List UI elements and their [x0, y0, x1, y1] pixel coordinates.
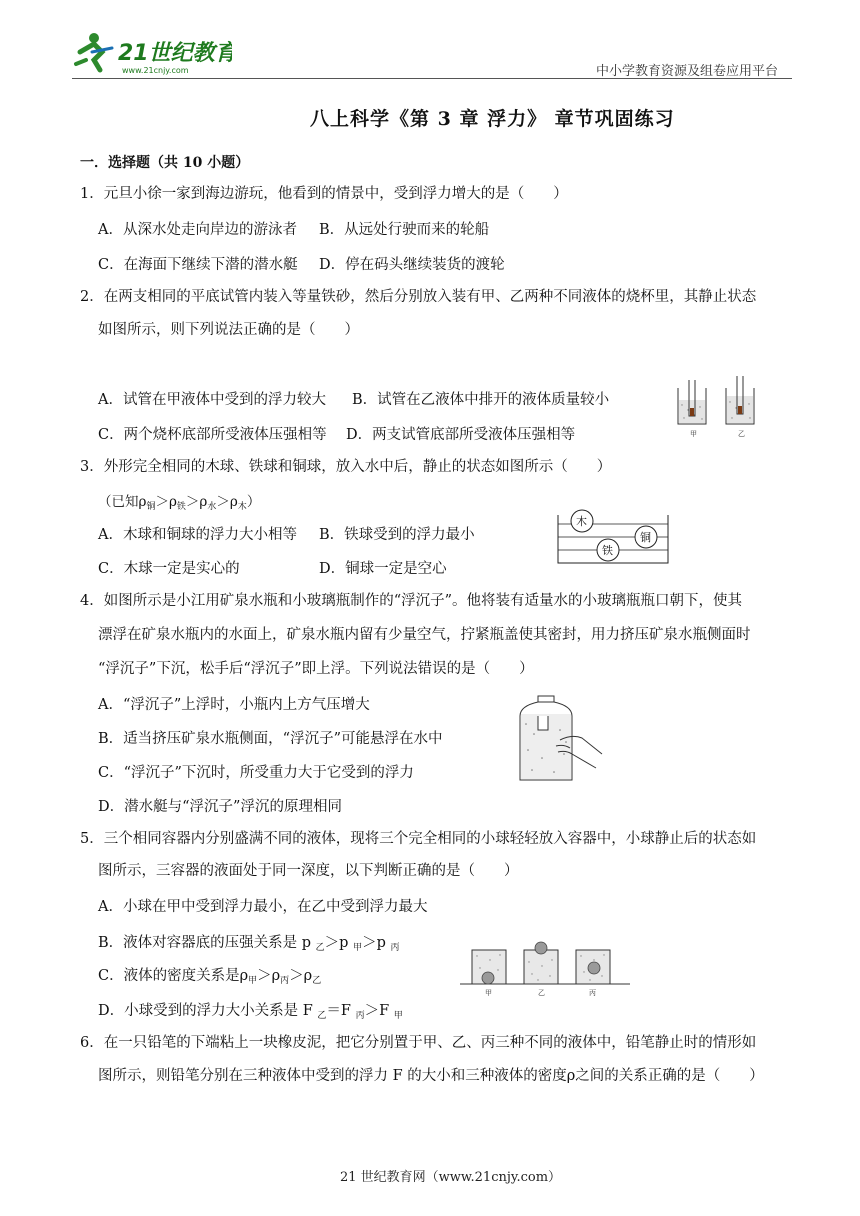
q5-option-c: C．液体的密度关系是$\rho_甲>\rho_丙>\rho_乙$ — [98, 968, 322, 986]
q5-option-d: D．小球受到的浮力大小关系是 F $_乙$＝F $_丙$＞F $_甲$ — [98, 1003, 403, 1021]
svg-text:甲: 甲 — [485, 989, 492, 997]
header-divider — [72, 78, 792, 79]
question-4-stem-line3: “浮沉子”下沉，松手后“浮沉子”即上浮。下列说法错误的是（ ） — [98, 661, 534, 677]
section-heading: 一．选择题（共 10 小题） — [80, 155, 250, 171]
svg-text:21世纪教育: 21世纪教育 — [118, 41, 232, 66]
q5-option-b: B．液体对容器底的压强关系是 p $_乙$＞p $_甲$＞p $_丙$ — [98, 935, 400, 953]
q4-figure-cartesian-diver-bottle — [512, 694, 608, 790]
svg-text:丙: 丙 — [589, 989, 596, 997]
q1-option-a: A．从深水处走向岸边的游泳者 — [98, 222, 297, 238]
q3-option-d: D．铜球一定是空心 — [319, 561, 447, 577]
question-1-stem: 1．元旦小徐一家到海边游玩，他看到的情景中，受到浮力增大的是（ ） — [80, 186, 568, 202]
platform-name: 中小学教育资源及组卷应用平台 — [596, 64, 779, 79]
q1-option-b: B．从远处行驶而来的轮船 — [319, 222, 490, 238]
q2-figure-test-tubes — [672, 374, 762, 444]
q2-option-b: B．试管在乙液体中排开的液体质量较小 — [352, 392, 610, 408]
page-title: 八上科学《第 3 章 浮力》 章节巩固练习 — [310, 108, 675, 130]
question-6-stem-line2: 图所示，则铅笔分别在三种液体中受到的浮力 F 的大小和三种液体的密度ρ之间的关系正确的是（ ） — [98, 1068, 764, 1084]
question-3-stem: 3．外形完全相同的木球、铁球和铜球，放入水中后，静止的状态如图所示（ ） — [80, 459, 612, 475]
question-4-stem-line2: 漂浮在矿泉水瓶内的水面上，矿泉水瓶内留有少量空气，拧紧瓶盖使其密封，用力挤压矿泉水瓶侧面时 — [98, 627, 751, 643]
svg-text:乙: 乙 — [738, 430, 745, 438]
q4-option-b: B．适当挤压矿泉水瓶侧面，“浮沉子”可能悬浮在水中 — [98, 731, 443, 747]
q4-option-a: A．“浮沉子”上浮时，小瓶内上方气压增大 — [98, 697, 370, 713]
svg-text:乙: 乙 — [538, 989, 545, 997]
q2-option-d: D．两支试管底部所受液体压强相等 — [346, 427, 576, 443]
q5-option-a: A．小球在甲中受到浮力最小，在乙中受到浮力最大 — [98, 899, 428, 915]
question-5-stem-line1: 5．三个相同容器内分别盛满不同的液体，现将三个完全相同的小球轻轻放入容器中，小球静止后的状态如 — [80, 831, 757, 847]
q3-option-b: B．铁球受到的浮力最小 — [319, 527, 475, 543]
q3-option-c: C．木球一定是实心的 — [98, 561, 240, 577]
svg-text:甲: 甲 — [690, 430, 697, 438]
q4-option-c: C．“浮沉子”下沉时，所受重力大于它受到的浮力 — [98, 765, 414, 781]
q4-option-d: D．潜水艇与“浮沉子”浮沉的原理相同 — [98, 799, 342, 815]
q1-option-d: D．停在码头继续装货的渡轮 — [319, 257, 505, 273]
question-5-stem-line2: 图所示，三容器的液面处于同一深度，以下判断正确的是（ ） — [98, 863, 519, 879]
q2-option-a: A．试管在甲液体中受到的浮力较大 — [98, 392, 326, 408]
q3-option-a: A．木球和铜球的浮力大小相等 — [98, 527, 297, 543]
svg-text:木: 木 — [576, 515, 587, 528]
svg-text:铜: 铜 — [640, 531, 651, 544]
question-2-stem-line1: 2．在两支相同的平底试管内装入等量铁砂，然后分别放入装有甲、乙两种不同液体的烧杯里，其静止状态 — [80, 289, 757, 305]
q5-figure-three-containers — [460, 940, 630, 1004]
q2-option-c: C．两个烧杯底部所受液体压强相等 — [98, 427, 327, 443]
page-footer: 21 世纪教育网（www.21cnjy.com） — [340, 1170, 562, 1185]
q3-density-condition: （已知$\rho_铜>\rho_铁>\rho_水>\rho_木$） — [98, 494, 261, 512]
q3-figure-balls-in-water — [556, 505, 672, 571]
q1-option-c: C．在海面下继续下潜的潜水艇 — [98, 257, 298, 273]
question-6-stem-line1: 6．在一只铅笔的下端粘上一块橡皮泥，把它分别置于甲、乙、丙三种不同的液体中，铅笔静止时的情形如 — [80, 1035, 757, 1051]
runner-icon — [76, 33, 112, 70]
svg-text:铁: 铁 — [602, 544, 613, 557]
site-logo — [72, 30, 232, 80]
question-2-stem-line2: 如图所示，则下列说法正确的是（ ） — [98, 322, 359, 338]
svg-text:www.21cnjy.com: www.21cnjy.com — [122, 66, 189, 75]
question-4-stem-line1: 4．如图所示是小江用矿泉水瓶和小玻璃瓶制作的“浮沉子”。他将装有适量水的小玻璃瓶瓶口朝下，使其 — [80, 593, 743, 609]
